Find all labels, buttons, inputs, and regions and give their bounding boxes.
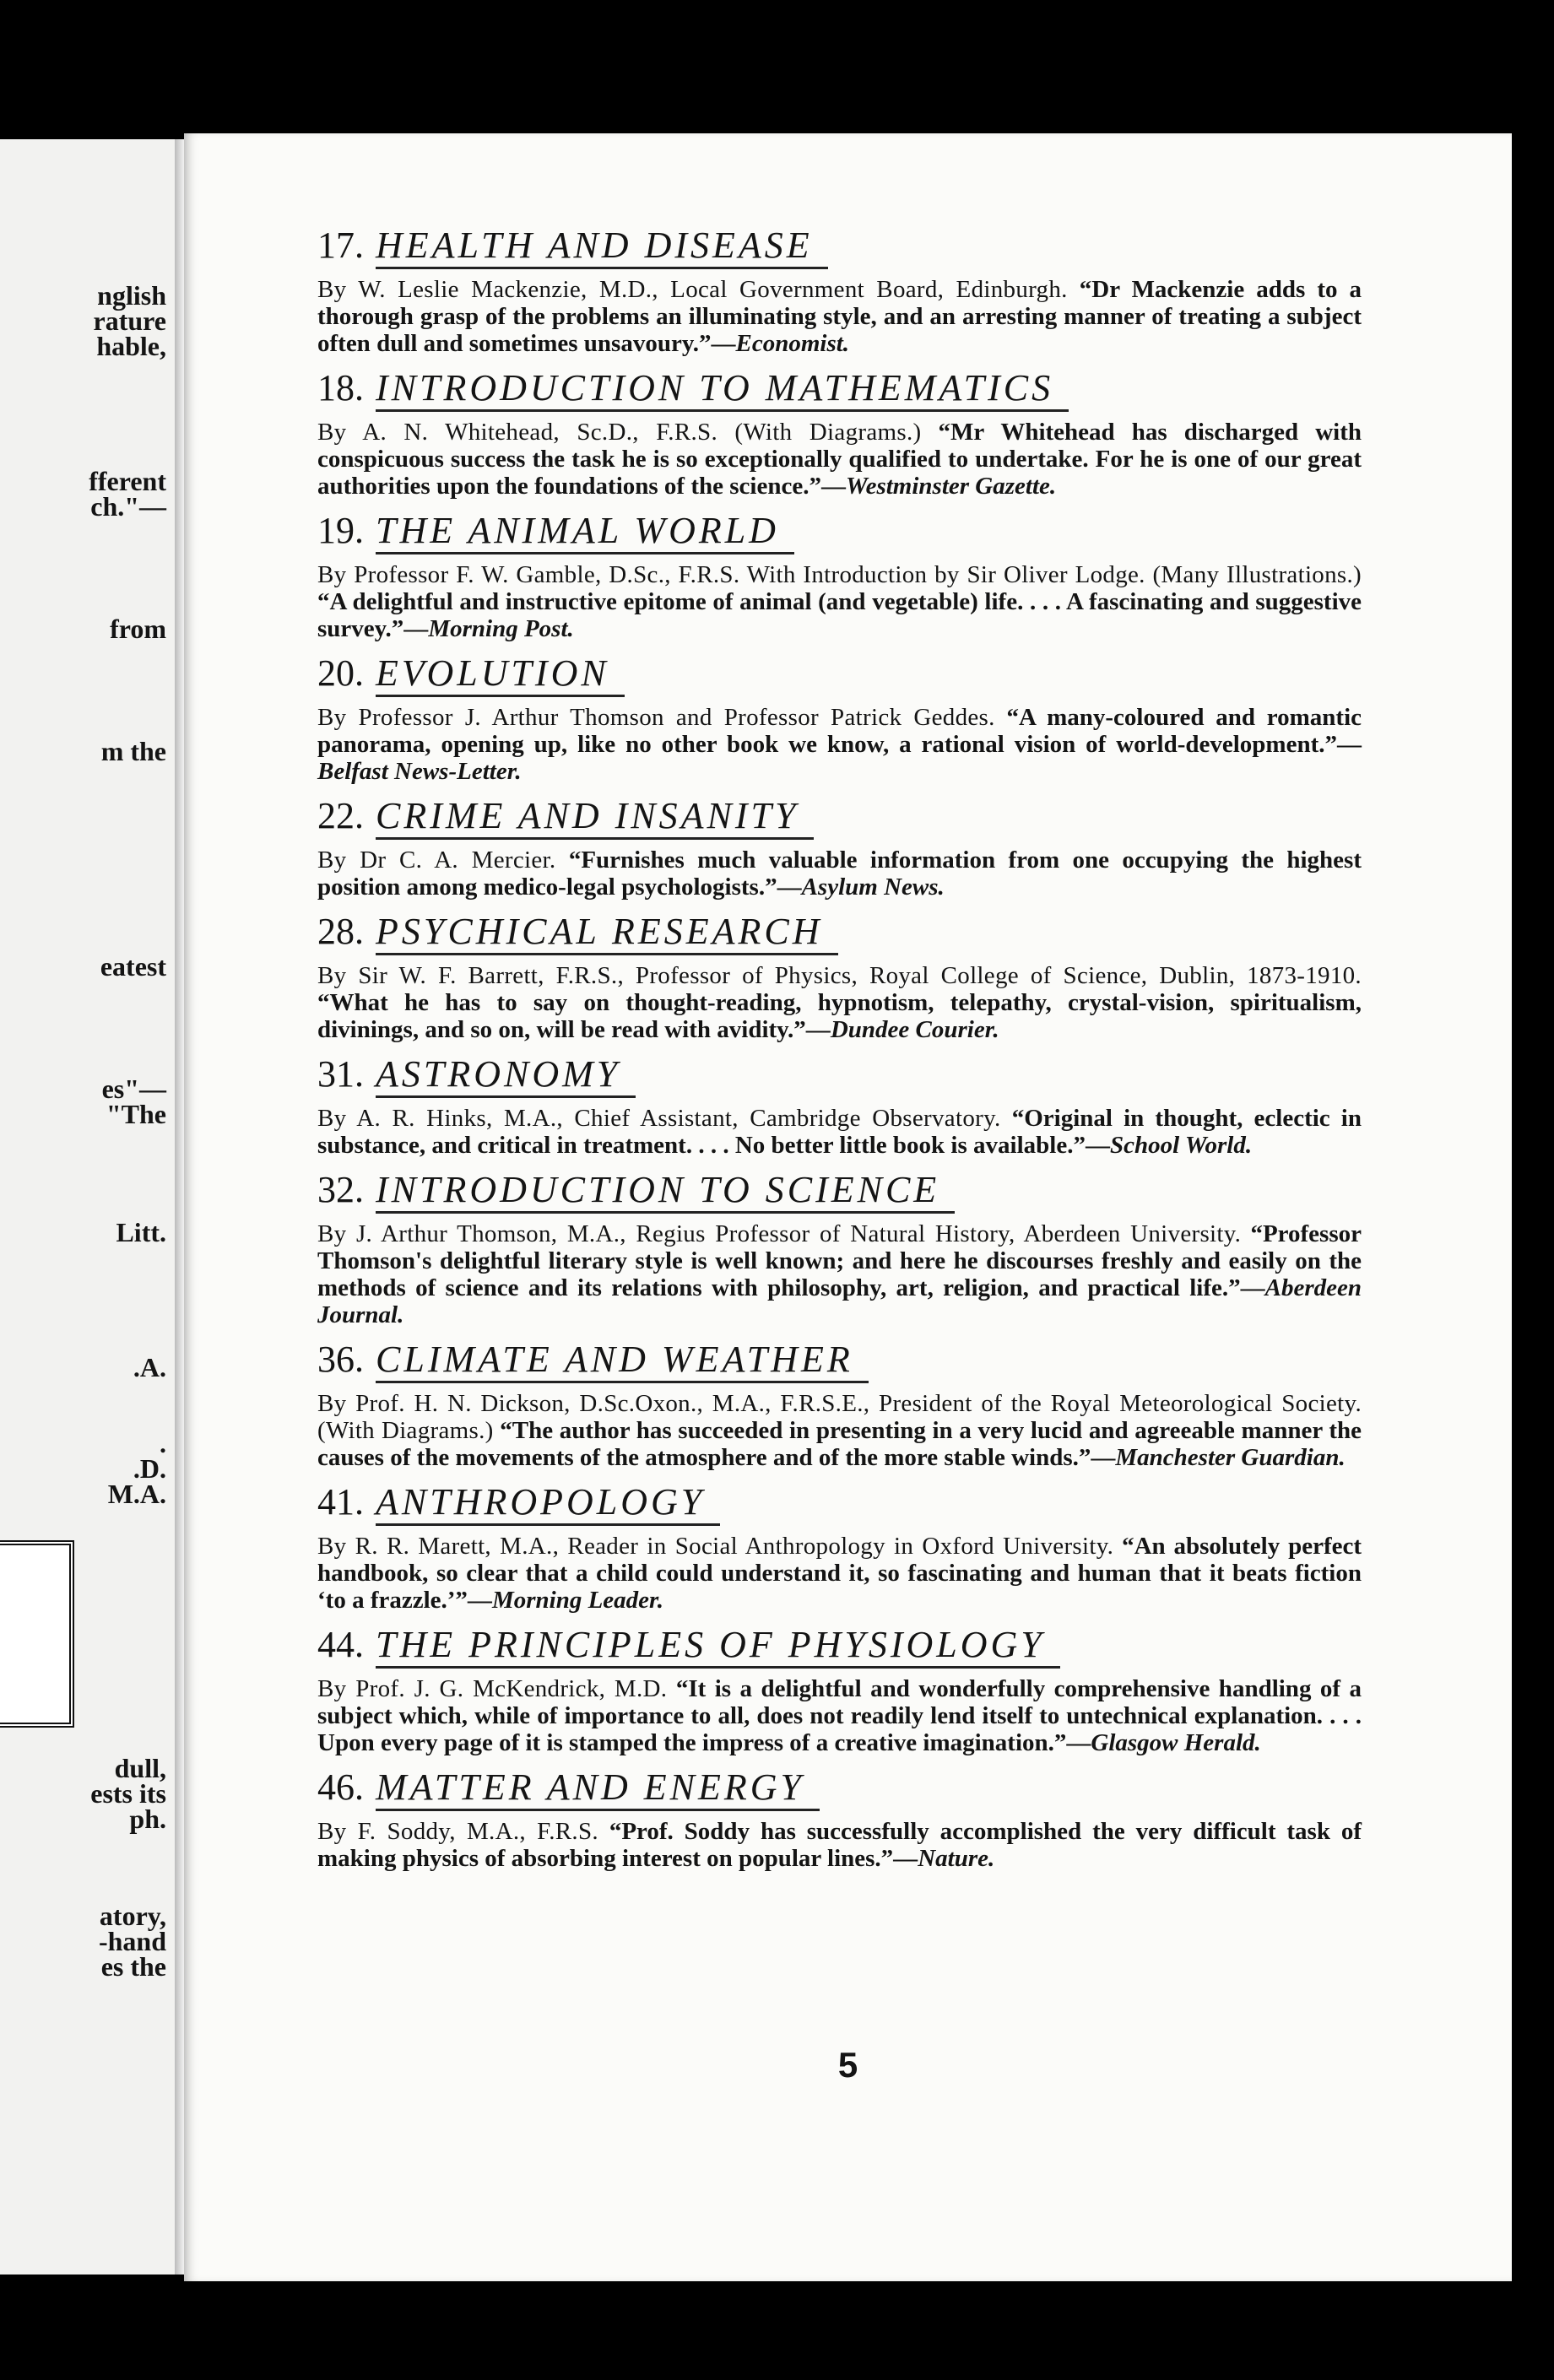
- left-page-fragment: . .D. M.A.: [107, 1428, 166, 1509]
- book-entry: [317, 1481, 1362, 1614]
- entry-number: 32.: [317, 1169, 364, 1210]
- entry-review-quote: “It is a delightful and wonderfully comprehensive handling of a subject which, while of importance to all, does not readily lend itself to untechnical explanation. . . . Upon every page of it is stamped the impress of a creative imagination.”—: [317, 1675, 1362, 1756]
- left-page-fragment: atory, -hand es the: [98, 1901, 166, 1982]
- entry-review-quote: “An absolutely perfect handbook, so clear that a child could understand it, so fascinating and human that it beats fiction ‘to a frazzle.’”—: [317, 1533, 1362, 1614]
- entry-heading: [317, 1339, 1362, 1383]
- entry-title: ASTRONOMY: [376, 1053, 636, 1098]
- entry-title: INTRODUCTION TO MATHEMATICS: [376, 367, 1069, 412]
- entry-number: 41.: [317, 1481, 364, 1523]
- book-entry: [317, 224, 1362, 357]
- entry-author: By F. Soddy, M.A., F.R.S.: [317, 1818, 598, 1845]
- entry-author: By Dr C. A. Mercier.: [317, 847, 556, 874]
- entry-review-source: Glasgow Herald.: [1091, 1729, 1261, 1756]
- entry-review-quote: “A many-coloured and romantic panorama, opening up, like no other book we know, a rational vision of world-development.”—: [317, 704, 1362, 758]
- entry-heading: [317, 1053, 1362, 1098]
- entry-heading: [317, 1169, 1362, 1214]
- entry-title: EVOLUTION: [376, 652, 625, 697]
- entry-number: 28.: [317, 911, 364, 952]
- entry-description: [317, 561, 1362, 642]
- entry-description: [317, 276, 1362, 357]
- entry-list: [317, 224, 1362, 1882]
- book-entry: [317, 652, 1362, 785]
- entry-review-source: Westminster Gazette.: [845, 473, 1057, 500]
- entry-description: [317, 962, 1362, 1043]
- entry-review-source: Belfast News-Letter.: [317, 758, 522, 785]
- entry-author: By J. Arthur Thomson, M.A., Regius Professor of Natural History, Aberdeen University.: [317, 1220, 1242, 1247]
- left-page-fragment: .A.: [133, 1352, 166, 1382]
- entry-number: 19.: [317, 510, 364, 551]
- entry-review-source: Economist.: [735, 330, 850, 357]
- entry-heading: [317, 1766, 1362, 1811]
- entry-number: 36.: [317, 1339, 364, 1380]
- entry-number: 46.: [317, 1766, 364, 1808]
- left-page-fragment: Litt.: [116, 1217, 166, 1247]
- entry-heading: [317, 224, 1362, 269]
- entry-description: [317, 1818, 1362, 1872]
- entry-review-quote: “Dr Mackenzie adds to a thorough grasp of the problems an illuminating style, and an arresting manner of treating a subject often dull and sometimes unsavoury.”—: [317, 276, 1362, 357]
- entry-author: By Professor F. W. Gamble, D.Sc., F.R.S. With Introduction by Sir Oliver Lodge. (Many Illustrations.): [317, 561, 1362, 588]
- entry-title: ANTHROPOLOGY: [376, 1481, 720, 1526]
- left-page-fragment: nglish rature hable,: [93, 280, 166, 361]
- entry-author: By A. R. Hinks, M.A., Chief Assistant, Cambridge Observatory.: [317, 1105, 1001, 1132]
- entry-heading: [317, 911, 1362, 955]
- right-page: [184, 133, 1512, 2281]
- entry-number: 44.: [317, 1624, 364, 1665]
- entry-review-source: Morning Post.: [428, 615, 574, 642]
- book-entry: [317, 911, 1362, 1043]
- entry-author: By Prof. H. N. Dickson, D.Sc.Oxon., M.A., F.R.S.E., President of the Royal Meteorological Society. (With Diagrams.): [317, 1390, 1362, 1444]
- left-page-fragment: m the: [100, 736, 166, 766]
- left-page-fragment: dull, ests its ph.: [90, 1753, 166, 1834]
- left-page-fragment: eatest: [100, 951, 166, 982]
- entry-title: THE PRINCIPLES OF PHYSIOLOGY: [376, 1624, 1060, 1669]
- left-page-fragment: from: [110, 614, 166, 644]
- entry-heading: [317, 1481, 1362, 1526]
- entry-title: PSYCHICAL RESEARCH: [376, 911, 838, 955]
- entry-number: 20.: [317, 652, 364, 694]
- page-number: 5: [837, 2045, 858, 2085]
- entry-review-source: School World.: [1109, 1132, 1253, 1159]
- entry-description: [317, 1105, 1362, 1159]
- entry-number: 31.: [317, 1053, 364, 1095]
- entry-review-quote: “The author has succeeded in presenting in a very lucid and agreeable manner the causes of the movements of the atmosphere and of the more stable winds.”—: [317, 1417, 1362, 1471]
- entry-review-source: Aberdeen Journal.: [317, 1274, 1362, 1328]
- entry-author: By Sir W. F. Barrett, F.R.S., Professor of Physics, Royal College of Science, Dublin, 1873-1910.: [317, 962, 1362, 989]
- book-entry: [317, 1624, 1362, 1756]
- entry-number: 22.: [317, 795, 364, 836]
- book-entry: [317, 1339, 1362, 1471]
- entry-author: By Prof. J. G. McKendrick, M.D.: [317, 1675, 668, 1702]
- book-entry: [317, 1169, 1362, 1328]
- entry-title: THE ANIMAL WORLD: [376, 510, 794, 554]
- entry-review-quote: “Furnishes much valuable information from one occupying the highest position among medico-legal psychologists.”—: [317, 847, 1362, 901]
- entry-review-quote: “Professor Thomson's delightful literary style is well known; and here he discourses freshly and easily on the methods of science and its relations with philosophy, art, religion, and practical life.”—: [317, 1220, 1362, 1301]
- entry-heading: [317, 652, 1362, 697]
- book-entry: [317, 367, 1362, 500]
- entry-number: 18.: [317, 367, 364, 408]
- entry-review-source: Asylum News.: [801, 874, 945, 901]
- entry-title: HEALTH AND DISEASE: [376, 224, 828, 269]
- entry-author: By R. R. Marett, M.A., Reader in Social Anthropology in Oxford University.: [317, 1533, 1114, 1560]
- entry-description: [317, 1675, 1362, 1756]
- book-entry: [317, 510, 1362, 642]
- entry-review-quote: “Original in thought, eclectic in substance, and critical in treatment. . . . No better little book is available.”—: [317, 1105, 1362, 1159]
- left-page-fragment: es"— "The: [101, 1074, 166, 1129]
- entry-description: [317, 419, 1362, 500]
- entry-heading: [317, 1624, 1362, 1669]
- left-page: [0, 139, 181, 2275]
- entry-heading: [317, 795, 1362, 840]
- entry-heading: [317, 510, 1362, 554]
- entry-title: INTRODUCTION TO SCIENCE: [376, 1169, 955, 1214]
- entry-author: By W. Leslie Mackenzie, M.D., Local Government Board, Edinburgh.: [317, 276, 1068, 303]
- book-entry: [317, 1053, 1362, 1159]
- entry-description: [317, 1533, 1362, 1614]
- entry-review-quote: “What he has to say on thought-reading, hypnotism, telepathy, crystal-vision, spiritualism, divinings, and so on, will be read with avidity.”—: [317, 989, 1362, 1043]
- left-page-framed-box: [0, 1540, 74, 1728]
- entry-description: [317, 1220, 1362, 1328]
- left-page-fragment: fferent ch."—: [89, 466, 166, 522]
- entry-heading: [317, 367, 1362, 412]
- book-entry: [317, 1766, 1362, 1872]
- entry-review-source: Dundee Courier.: [830, 1016, 999, 1043]
- entry-title: CRIME AND INSANITY: [376, 795, 814, 840]
- entry-author: By A. N. Whitehead, Sc.D., F.R.S. (With Diagrams.): [317, 419, 922, 446]
- entry-review-source: Nature.: [918, 1845, 995, 1872]
- entry-review-source: Morning Leader.: [491, 1587, 663, 1614]
- entry-description: [317, 704, 1362, 785]
- book-entry: [317, 795, 1362, 901]
- entry-review-quote: “A delightful and instructive epitome of animal (and vegetable) life. . . . A fascinating and suggestive survey.”—: [317, 588, 1362, 642]
- entry-review-source: Manchester Guardian.: [1115, 1444, 1346, 1471]
- entry-description: [317, 847, 1362, 901]
- entry-review-quote: “Mr Whitehead has discharged with conspicuous success the task he is so exceptionally qualified to undertake. For he is one of our great authorities upon the foundations of the science.”—: [317, 419, 1362, 500]
- entry-number: 17.: [317, 224, 364, 266]
- entry-review-quote: “Prof. Soddy has successfully accomplished the very difficult task of making physics of absorbing interest on popular lines.”—: [317, 1818, 1362, 1872]
- entry-title: MATTER AND ENERGY: [376, 1766, 820, 1811]
- entry-description: [317, 1390, 1362, 1471]
- entry-author: By Professor J. Arthur Thomson and Professor Patrick Geddes.: [317, 704, 995, 731]
- entry-title: CLIMATE AND WEATHER: [376, 1339, 869, 1383]
